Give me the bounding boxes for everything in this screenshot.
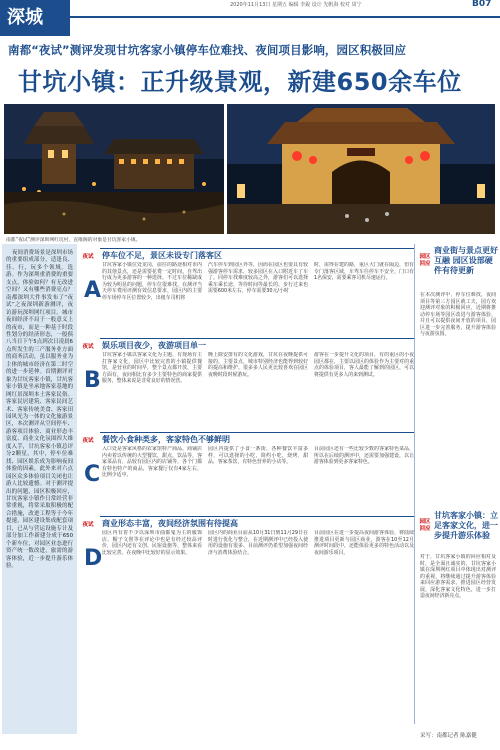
section-rule — [100, 338, 414, 339]
right-label-2: 园区回应 — [419, 519, 431, 532]
section-heading: 娱乐项目夜少，夜游项目单一 — [102, 341, 206, 350]
section-col3: 游客在一步提升文化的项目，有的重区的小夜园区都在，主要以园区的体验作为主要对的重点的体验项目，客人最能了解到的园区，可以将提供有更多人的来到测试。 — [314, 352, 414, 378]
section-letter: C — [84, 462, 101, 487]
section-col2: 晚上除安排有的文化游戏，甘坑在夜晚提供可接的，主要景点，城市特别经济也能得到较好的提高和维护。很多多人民更比较喜欢在园区夜晚时段时候游玩。 — [208, 352, 308, 378]
section-col2: 汽车停车到园区外等，因而在园区也要具有较强游客停车需求，较多园区在入口附近车了车了。同停车找难度较高之外，游客们可以选择乘车乘长途、等待时间等最长的，步行过来也需要600米左右，停车需要30元/小时 — [208, 262, 308, 295]
section-col2: 园区内的商业目前从10月31日到11月29日在时进行优化与整合，在近期测评中已经投入使用的设施有很多、目前测评仍希望加强夜间经济与消费体验结合。 — [208, 530, 308, 556]
right-heading-1: 商业街与景点更好互融 园区设部硬件有待更新 — [434, 246, 498, 275]
section-col1: 甘坑客家小镇以客家文化为主题，有现场有主打客家文化，园区中比较完善的小镇提供餐馆，是营业的时间早，整个景点都开放，主要方面有，夜间相比有多少主要特色的商家提供服务，整体来说是非常良好的情况营。 — [102, 352, 202, 385]
section-rule — [100, 248, 414, 249]
section-label: 夜试 — [82, 522, 94, 528]
section-heading: 餐饮小食种类多，客家特色不够鲜明 — [102, 435, 230, 444]
night-town-illustration — [4, 104, 224, 234]
top-rule — [70, 16, 500, 18]
right-text-2: 对于，甘坑客家小镇的回应相对及时，是全面且诚实的，甘坑客家小镇在深圳网红项目中体现出对测评的重视，将继续通过提升游客体验来回应游客需求，推进园区经营发展，深化客家文化特色，进一步打造夜间经济新亮点。 — [420, 554, 496, 600]
intro-text: 夜间消费场景是深圳市场的重要组成部分，适逢良、佳、行，玩多个领域。选游。作为深圳重消费的重要支点，体验如何？有无改进空间？又有哪些消费亮点？南都深圳大件事发布了“夜试”之夜深圳新游测评，夜访游玩深圳网红项目。城市夜间经济不局于一般意义上的夜市，而是一种基于时段性划分的经济形态，一般俱八当日下午5点到次日凌晨6点所发生的三产服务业方面的商务活动，虽以服务业为主体的城市经济在第二时空的进一步延伸。首期测评对象为甘坑客家小镇，甘坑客家小镇是坐承地客家基地的网红景深圳本土客家民俗。客家民居建筑、客家民间艺术、客家传统美食、客家田园风光为一体的文化旅游景区，本次测评从空间停车、游客项目体验、商业形态丰富度、商业文化氛围四大维度入手，甘坑客家小镇总评分2颗星，其中，停车位难找、园区娱乐成为影响夜间体验的因素，此外来对六点园区众多体验项目关闭也让游人比较遗憾。对于测评提出的问题，园区积极回应，甘坑客家小镇作日常经营非常重视，将常采取积极的配合措施，改进工程等于今年提速，园区建设集成配套项目，已从与营运设施专计及部分加工作新建分成于650个新车位，对园区业态进行资产统一数改进，旅需的游客体验，近一步提升游乐体验。 — [6, 250, 73, 570]
section-col3: 时，需得在建的路，重区大门就在隔边，但有专门落客区域，车驾车往停车不安全，门口有1名保安，需要乘客司机尽速运行。 — [314, 262, 414, 282]
section-name: 深城 — [7, 7, 43, 28]
subheadline: 南都“夜试”测评发现甘坑客家小镇停车位难找、夜间项目影响，园区积极回应 — [8, 43, 407, 57]
section-letter: B — [84, 368, 101, 393]
section-rule — [100, 432, 414, 433]
byline: 采写：南都记者 陈嘉健 — [420, 733, 477, 739]
section-label: 夜试 — [82, 438, 94, 444]
section-col3: 目前园区在进一步提高夜间游客体验，将陆续推进项目更新与园区商业，游客在10至12月测评时间段中，还能体验更多的特色活动以及夜间游乐项目。 — [314, 530, 414, 556]
photo-caption: 南都“夜试”测评深圳网红坑村，直唯阁的对象是甘坑客家小镇。 — [6, 238, 141, 243]
photo-night-town — [4, 104, 224, 234]
section-letter: D — [84, 546, 103, 571]
section-col1: 入口处是客家风格的农家馆特产商品，商铺店内卖着以传统的大型餐饮，甜点，饮品等，客家菜品有，品较有园区内的店铺等，各个门都有特色特产的商品，客家餐厅仅有4家左右，比例少适中。 — [102, 446, 202, 479]
gate-arch-illustration — [227, 104, 495, 234]
section-letter: A — [84, 278, 102, 303]
photo-gate-arch — [227, 104, 495, 234]
page-number: B07 — [472, 0, 492, 9]
section-heading: 停车位不足，景区未设专门落客区 — [102, 251, 222, 260]
intro-sidebar — [2, 244, 77, 734]
section-col2: 园区内提供了小食一条街，各种餐饮丰富多样，可以选择的小吃，简约小吃，烧烤，甜品，客家茶饮，有特色营养的小店等。 — [208, 446, 308, 466]
section-rule — [100, 516, 414, 517]
section-col3: 目前园区还有一些比较少数的客家特色菜品，所以在后续的测评中，还需要加强建设，以让游客体验到更多客家特色。 — [314, 446, 414, 466]
section-flag — [0, 0, 70, 36]
section-label: 夜试 — [82, 254, 94, 260]
main-headline: 甘坑小镇：正升级景观，新建650余车位 — [18, 68, 462, 96]
right-label-1: 园区回应 — [419, 254, 431, 267]
right-heading-2: 甘坑客家小镇：立足客家文化，进一步提升游乐体验 — [434, 511, 498, 540]
section-label: 夜试 — [82, 344, 94, 350]
section-heading: 商业形态丰富，夜间经济氛围有待提高 — [102, 519, 238, 528]
section-col1: 园区内有着不少以深圳市曲都鬼为主的服饰店、帽子文创等在评论中也是有经过较高评价，园区内还有文创、民宿设施等，整体来看比较完善，在夜晚中比较好的显示效果。 — [102, 530, 202, 556]
section-col1: 甘坑客家小镇位处龙岗，前往的路途相对市内的其他景点，还是需要花费一定时间。自驾出行成为更多游客的一种选择。不过车位稀缺成为较为明显的问题，停车位很难找，在测评当天停车费用评测有效信息要求，园区内的主要停车场停车区位置较少，出租车司机将 — [102, 262, 202, 301]
right-text-1: 在本次测评中，停车位难找，夜间项目等第三方园区就工夫，园方欢迎测评对象的积极回应，近期将推动停车场等园区改进与游客体验，并且可以提供夜间开放的项目，园区进一步完善服务，提升游客体验与夜游氛围。 — [420, 292, 496, 338]
dateline: 2020年11月13日 星期五 编辑 李銳 设计 先帆海 校对 周宁 — [230, 2, 362, 8]
